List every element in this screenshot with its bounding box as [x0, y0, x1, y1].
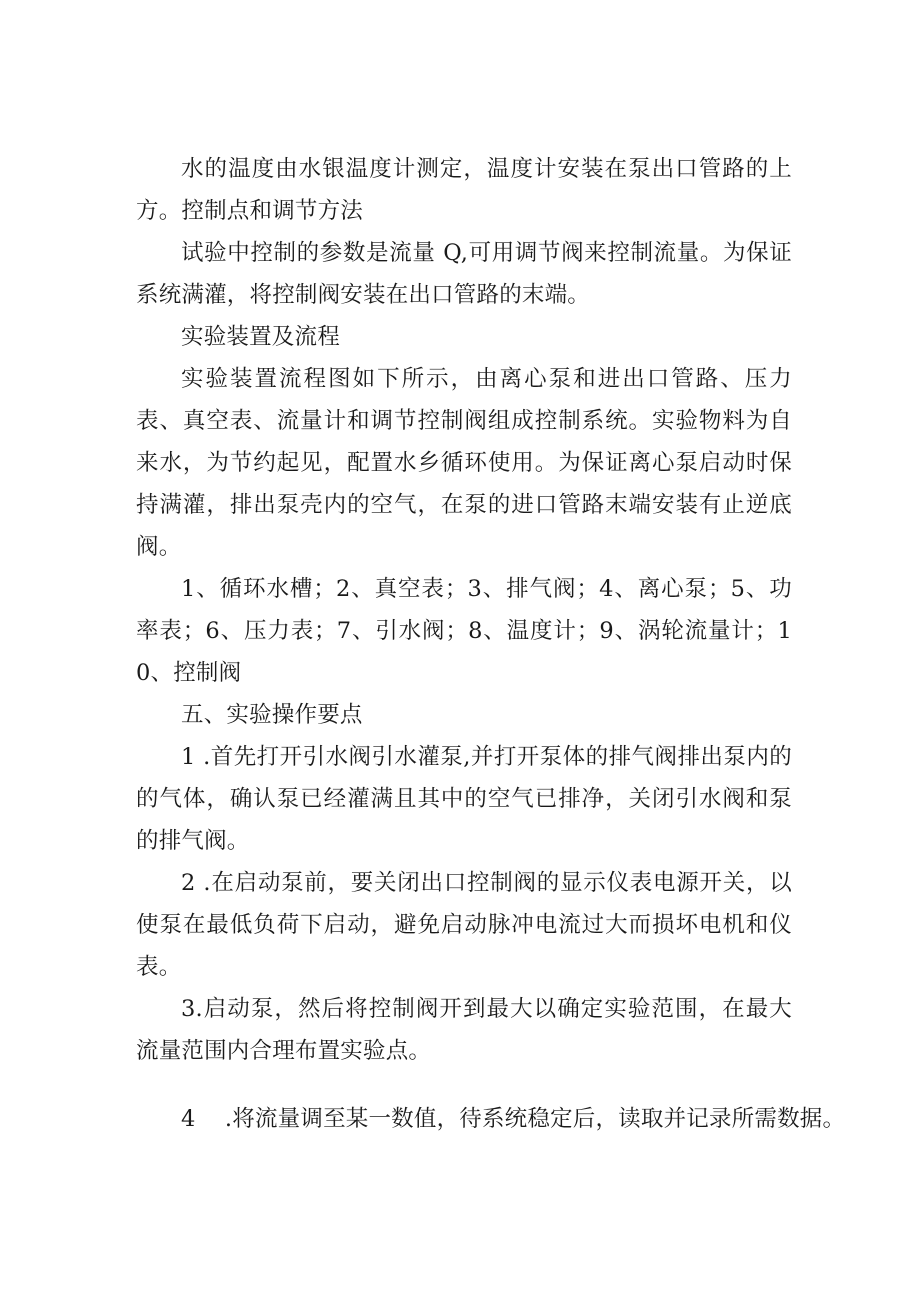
paragraph-1: 水的温度由水银温度计测定，温度计安装在泵出口管路的上方。控制点和调节方法	[136, 156, 792, 224]
document-text-column	[136, 148, 846, 1140]
paragraph-step-3: 3.启动泵，然后将控制阀开到最大以确定实验范围，在最大流量范围内合理布置实验点。	[136, 996, 792, 1064]
paragraph-step-4: 4 .将流量调至某一数值，待系统稳定后，读取并记录所需数据。	[181, 1106, 846, 1132]
paragraph-heading-apparatus: 实验装置及流程	[181, 324, 340, 350]
paragraph-heading-operation-points: 五、实验操作要点	[181, 702, 363, 728]
paragraph-component-list: 1、循环水槽；2、真空表；3、排气阀；4、离心泵；5、功率表；6、压力表；7、引水阀；8、温度计；9、涡轮流量计；10、控制阀	[136, 576, 792, 686]
paragraph-2: 试验中控制的参数是流量 Q,可用调节阀来控制流量。为保证系统满灌，将控制阀安装在出口管路的末端。	[136, 240, 792, 308]
paragraph-step-2: 2 .在启动泵前，要关闭出口控制阀的显示仪表电源开关，以使泵在最低负荷下启动，避免启动脉冲电流过大而损坏电机和仪表。	[136, 870, 792, 980]
paragraph-apparatus-description: 实验装置流程图如下所示，由离心泵和进出口管路、压力表、真空表、流量计和调节控制阀组成控制系统。实验物料为自来水，为节约起见，配置水乡循环使用。为保证离心泵启动时保持满灌，排出泵壳内的空气，在泵的进口管路末端安装有止逆底阀。	[136, 366, 792, 560]
paragraph-step-1: 1 .首先打开引水阀引水灌泵,并打开泵体的排气阀排出泵内的的气体，确认泵已经灌满且其中的空气已排净，关闭引水阀和泵的排气阀。	[136, 744, 792, 854]
